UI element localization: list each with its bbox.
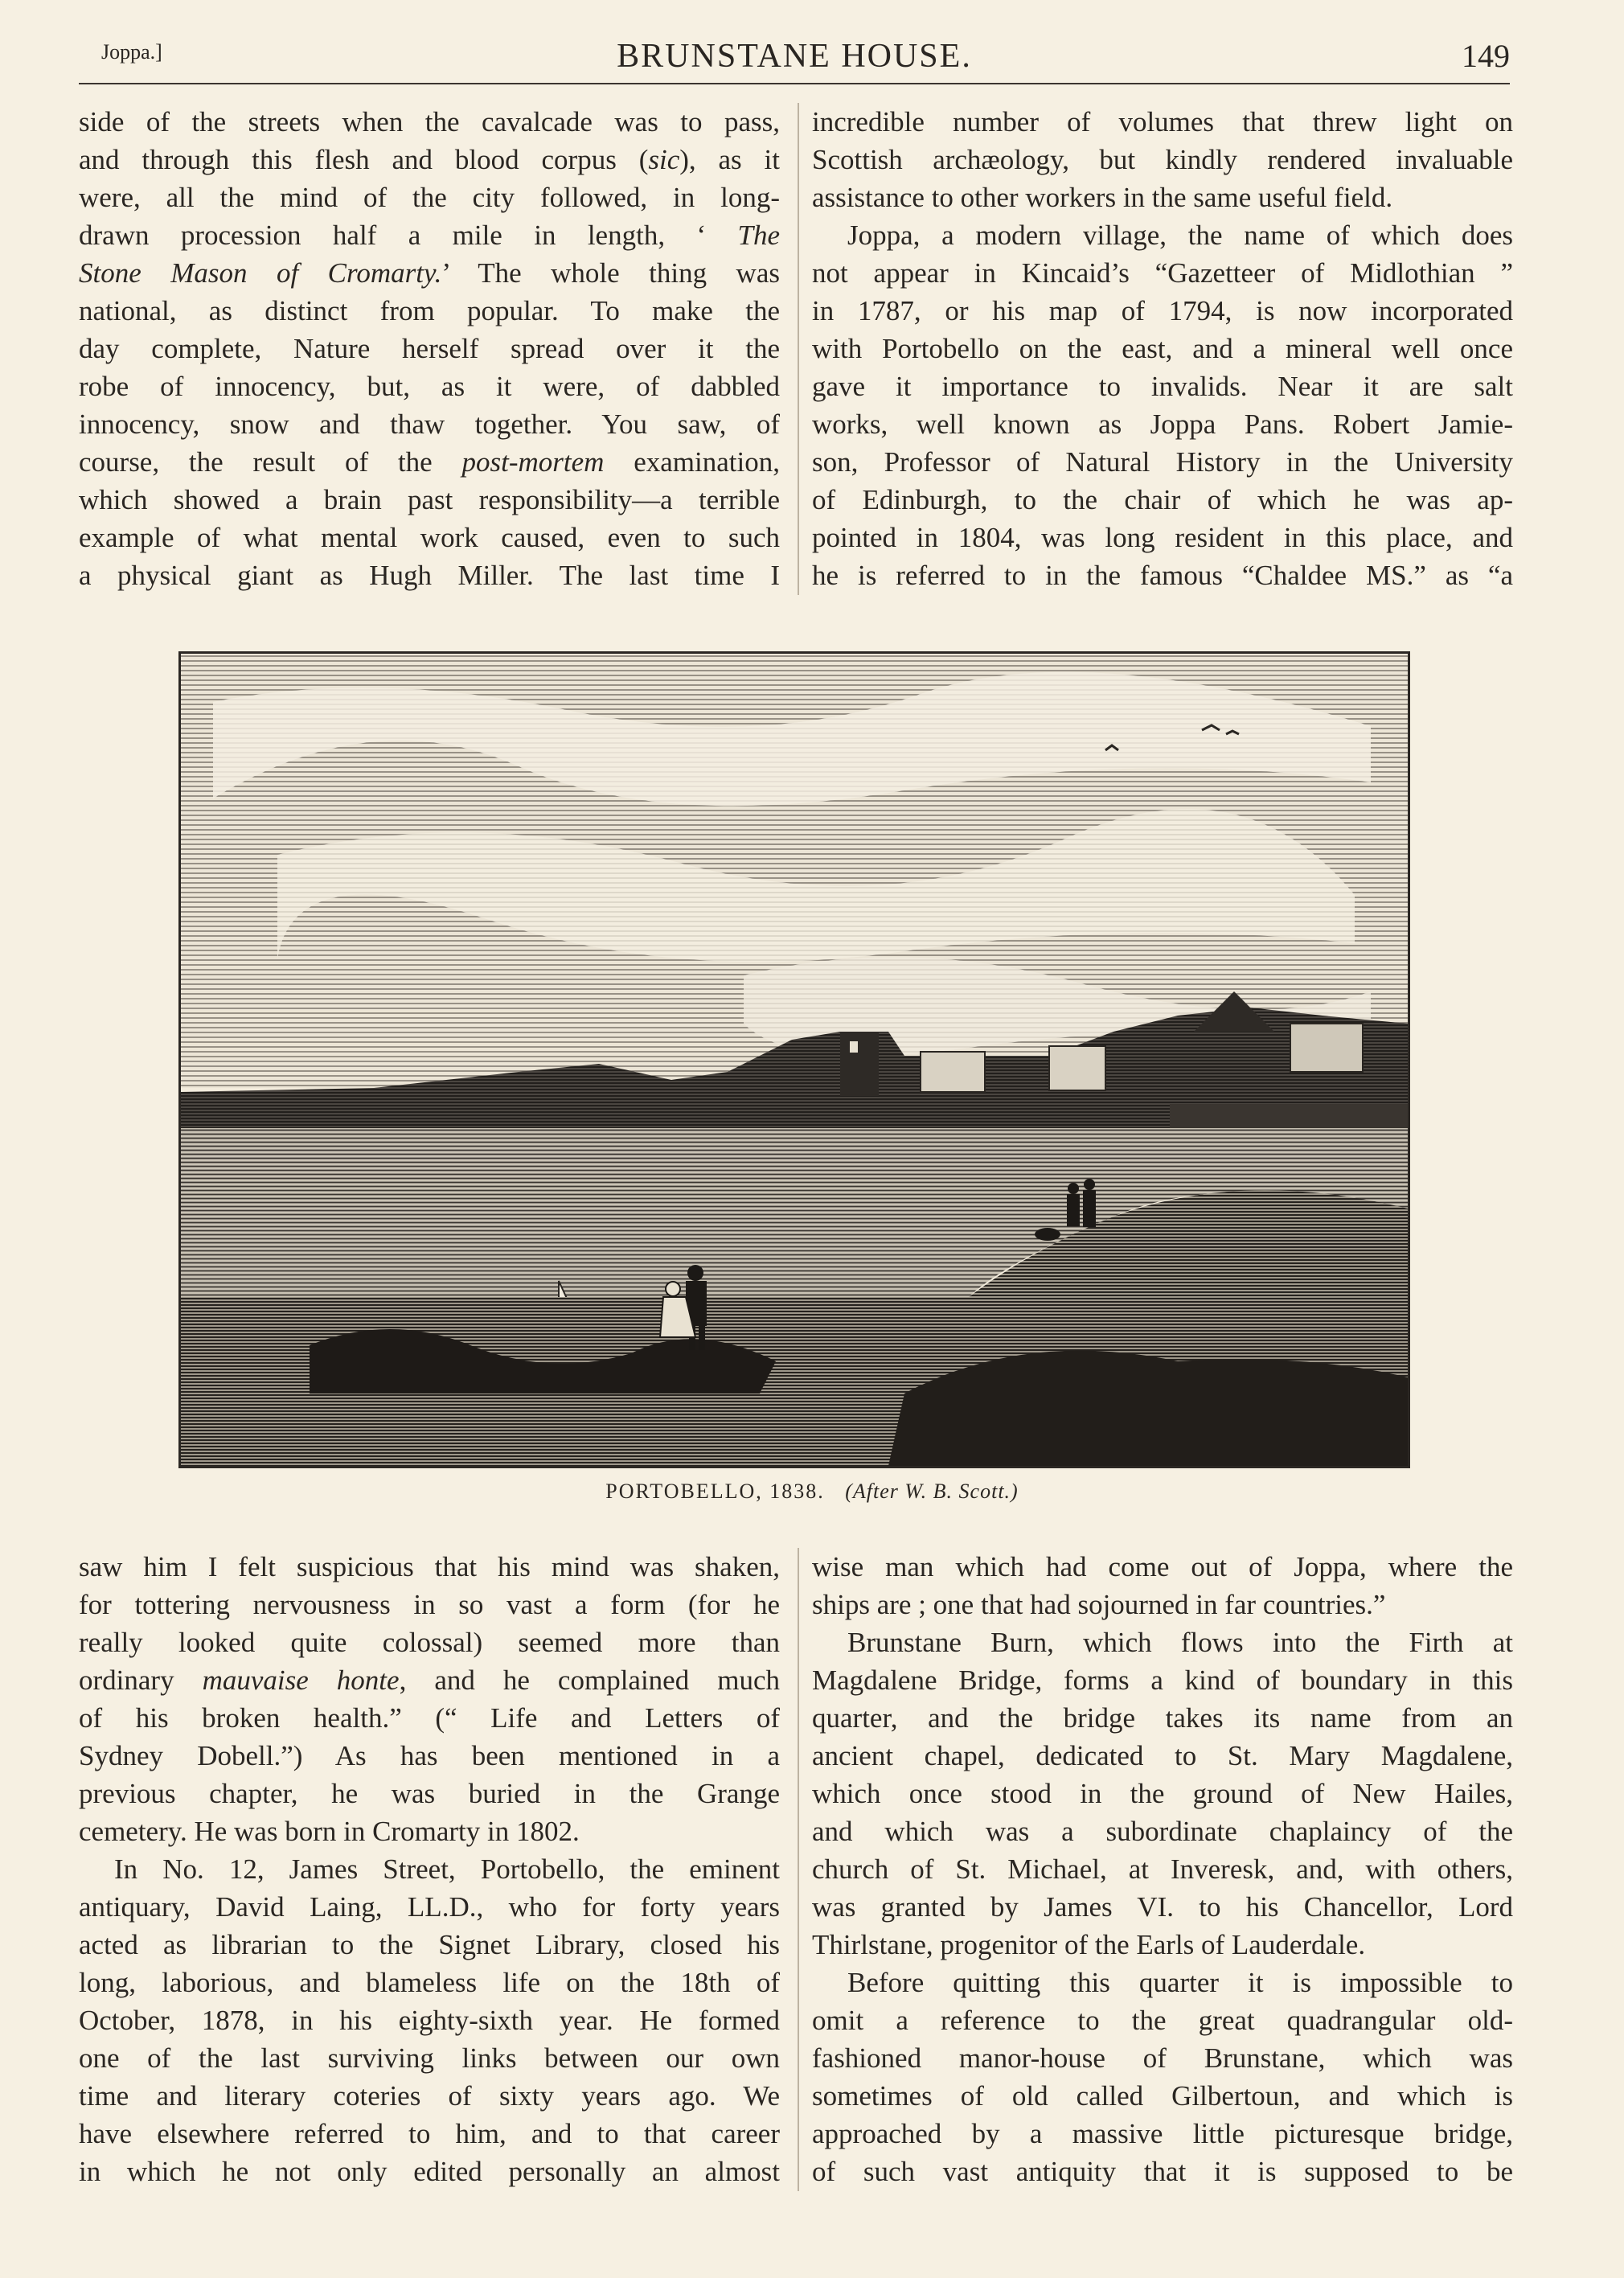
text-line: was granted by James VI. to his Chancellor, Lord [812, 1891, 1513, 1923]
engraving-portobello [178, 651, 1410, 1468]
text-line: Stone Mason of Cromarty.’ The whole thing was [79, 257, 780, 289]
text-line: of his broken health.” (“ Life and Letters of [79, 1702, 780, 1734]
caption-credit: (After W. B. Scott.) [845, 1480, 1019, 1503]
text-line: pointed in 1804, was long resident in this place, and [812, 522, 1513, 553]
text-line: In No. 12, James Street, Portobello, the eminent [114, 1853, 780, 1885]
text-line: omit a reference to the great quadrangular old- [812, 2005, 1513, 2036]
text-line: incredible number of volumes that threw light on [812, 106, 1513, 138]
text-line: antiquary, David Laing, LL.D., who for forty years [79, 1891, 780, 1923]
text-line: side of the streets when the cavalcade was to pass, [79, 106, 780, 138]
text-line: fashioned manor-house of Brunstane, which was [812, 2042, 1513, 2074]
text-line: innocency, snow and thaw together. You saw, of [79, 408, 780, 440]
text-line: ships are ; one that had sojourned in far countries.” [812, 1589, 1386, 1620]
text-line: ordinary mauvaise honte, and he complained much [79, 1664, 780, 1696]
text-line: previous chapter, he was buried in the Grange [79, 1778, 780, 1809]
text-line: with Portobello on the east, and a mineral well once [812, 333, 1513, 364]
text-line: approached by a massive little picturesque bridge, [812, 2118, 1513, 2149]
text-line: assistance to other workers in the same useful field. [812, 182, 1393, 213]
text-line: acted as librarian to the Signet Library, closed his [79, 1929, 780, 1960]
running-header [79, 37, 1510, 87]
text-line: works, well known as Joppa Pans. Robert Jamie- [812, 408, 1513, 440]
text-line: were, all the mind of the city followed, in long- [79, 182, 780, 213]
text-line: quarter, and the bridge takes its name from an [812, 1702, 1513, 1734]
text-line: ancient chapel, dedicated to St. Mary Magdalene, [812, 1740, 1513, 1771]
column-top-left [79, 103, 780, 594]
text-line: national, as distinct from popular. To make the [79, 295, 780, 326]
text-line: course, the result of the post-mortem examination, [79, 446, 780, 478]
text-line: drawn procession half a mile in length, ‘ The [79, 220, 780, 251]
text-line: which once stood in the ground of New Hailes, [812, 1778, 1513, 1809]
column-top-right [812, 103, 1513, 594]
text-line: a physical giant as Hugh Miller. The last time I [79, 560, 780, 591]
text-line: long, laborious, and blameless life on the 18th of [79, 1967, 780, 1998]
text-line: in 1787, or his map of 1794, is now incorporated [812, 295, 1513, 326]
text-line: robe of innocency, but, as it were, of dabbled [79, 371, 780, 402]
text-line: sometimes of old called Gilbertoun, and which is [812, 2080, 1513, 2112]
caption-title: PORTOBELLO, 1838. [605, 1480, 825, 1503]
text-line: which showed a brain past responsibility—a terrible [79, 484, 780, 515]
engraving-illustration [181, 654, 1408, 1466]
text-line: church of St. Michael, at Inveresk, and, with others, [812, 1853, 1513, 1885]
text-line: Thirlstane, progenitor of the Earls of Lauderdale. [812, 1929, 1366, 1960]
text-line: not appear in Kincaid’s “Gazetteer of Midlothian ” [812, 257, 1513, 289]
text-line: and which was a subordinate chaplaincy of the [812, 1816, 1513, 1847]
text-line: gave it importance to invalids. Near it are salt [812, 371, 1513, 402]
text-line: really looked quite colossal) seemed more than [79, 1627, 780, 1658]
text-line: of such vast antiquity that it is supposed to be [812, 2156, 1513, 2187]
text-line: saw him I felt suspicious that his mind was shaken, [79, 1551, 780, 1582]
text-line: Sydney Dobell.”) As has been mentioned in a [79, 1740, 780, 1771]
text-line: one of the last surviving links between our own [79, 2042, 780, 2074]
header-rule [79, 83, 1510, 84]
text-line: of Edinburgh, to the chair of which he was ap- [812, 484, 1513, 515]
text-line: son, Professor of Natural History in the University [812, 446, 1513, 478]
text-line: in which he not only edited personally an almost [79, 2156, 780, 2187]
column-bottom-left [79, 1548, 780, 2190]
text-line: Magdalene Bridge, forms a kind of boundary in this [812, 1664, 1513, 1696]
text-line: wise man which had come out of Joppa, where the [812, 1551, 1513, 1582]
text-line: example of what mental work caused, even to such [79, 522, 780, 553]
page-title: BRUNSTANE HOUSE. [617, 38, 972, 75]
text-line: Joppa, a modern village, the name of which does [847, 220, 1513, 251]
text-line: Before quitting this quarter it is impossible to [847, 1967, 1513, 1998]
column-bottom-right [812, 1548, 1513, 2190]
text-line: Brunstane Burn, which flows into the Firth at [847, 1627, 1513, 1658]
figure-caption [0, 1480, 1624, 1504]
column-divider [798, 103, 799, 595]
text-line: day complete, Nature herself spread over it the [79, 333, 780, 364]
page-number: 149 [1462, 38, 1510, 74]
text-line: he is referred to in the famous “Chaldee MS.” as “a [812, 560, 1513, 591]
text-line: Scottish archæology, but kindly rendered invaluable [812, 144, 1513, 175]
text-line: have elsewhere referred to him, and to that career [79, 2118, 780, 2149]
section-marker: Joppa.] [101, 40, 162, 64]
text-line: for tottering nervousness in so vast a form (for he [79, 1589, 780, 1620]
text-line: October, 1878, in his eighty-sixth year. He formed [79, 2005, 780, 2036]
column-divider [798, 1548, 799, 2191]
text-line: time and literary coteries of sixty years ago. We [79, 2080, 780, 2112]
text-line: cemetery. He was born in Cromarty in 1802. [79, 1816, 580, 1847]
text-line: and through this flesh and blood corpus (sic), as it [79, 144, 780, 175]
